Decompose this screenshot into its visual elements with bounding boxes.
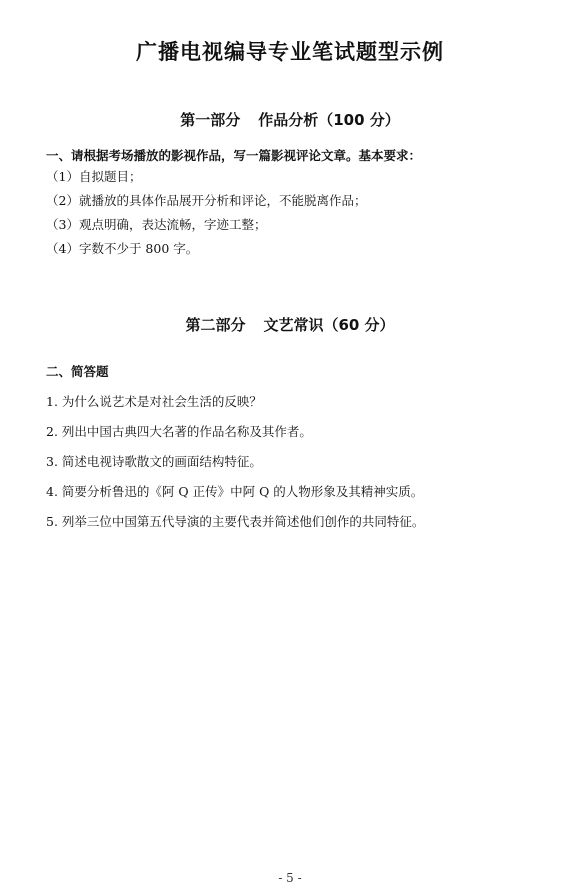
question-item: 4. 简要分析鲁迅的《阿 Q 正传》中阿 Q 的人物形象及其精神实质。 [46, 484, 424, 499]
part2-label: 第二部分 [185, 316, 246, 334]
part1-label: 第一部分 [180, 111, 241, 129]
part2-heading [0, 314, 580, 335]
requirement-item: （1）自拟题目； [46, 169, 142, 184]
page-title: 广播电视编导专业笔试题型示例 [136, 40, 444, 64]
requirement-item: （3）观点明确，表达流畅，字迹工整； [46, 217, 267, 232]
part1-heading [0, 109, 580, 130]
part1-question: 一、请根据考场播放的影视作品，写一篇影视评论文章。基本要求： [46, 148, 422, 163]
question-item: 5. 列举三位中国第五代导演的主要代表并简述他们创作的共同特征。 [46, 514, 425, 529]
requirement-item: （4）字数不少于 800 字。 [46, 241, 199, 256]
question-item: 3. 简述电视诗歌散文的画面结构特征。 [46, 454, 262, 469]
question-item: 2. 列出中国古典四大名著的作品名称及其作者。 [46, 424, 312, 439]
question-item: 1. 为什么说艺术是对社会生活的反映？ [46, 394, 262, 409]
page-number: - 5 - [278, 871, 302, 885]
part2-question: 二、简答题 [46, 364, 109, 379]
part2-name: 文艺常识（60 分） [263, 316, 395, 334]
requirement-item: （2）就播放的具体作品展开分析和评论，不能脱离作品； [46, 193, 367, 208]
part1-name: 作品分析（100 分） [258, 111, 400, 129]
